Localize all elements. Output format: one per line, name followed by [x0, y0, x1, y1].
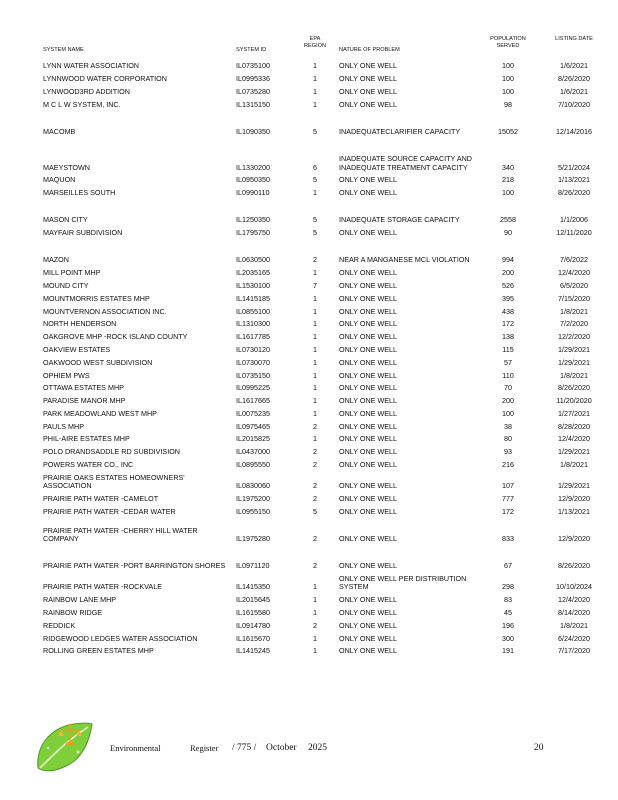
table-row: [0, 185, 618, 198]
population-served-cell: 298: [502, 582, 514, 592]
nature-of-problem-cell: ONLY ONE WELL: [339, 408, 398, 418]
nature-of-problem-cell: ONLY ONE WELL: [339, 228, 398, 238]
nature-of-problem-cell: ONLY ONE WELL: [339, 61, 398, 71]
epa-region-cell: 1: [313, 268, 317, 278]
nature-of-problem-cell: ONLY ONE WELL: [339, 383, 398, 393]
epa-region-cell: 1: [313, 293, 317, 303]
epa-region-cell: 2: [313, 534, 317, 544]
listing-date-cell: 12/11/2020: [556, 228, 592, 238]
table-row: [0, 278, 618, 291]
nature-of-problem-cell: ONLY ONE WELL: [339, 319, 398, 329]
nature-of-problem-cell: ONLY ONE WELL: [339, 280, 398, 290]
population-served-cell: 138: [502, 332, 514, 342]
system-name-cell: PARK MEADOWLAND WEST MHP: [43, 408, 157, 418]
listing-date-cell: 8/14/2020: [558, 608, 590, 618]
system-id-cell: IL1615670: [236, 633, 270, 643]
population-served-cell: 100: [502, 61, 514, 71]
table-row: [0, 503, 618, 516]
nature-of-problem-cell: ONLY ONE WELL: [339, 447, 398, 457]
population-served-cell: 395: [502, 293, 514, 303]
system-name-cell: RAINBOW LANE MHP: [43, 595, 117, 605]
listing-date-cell: 8/28/2020: [558, 421, 590, 431]
header-system-id: SYSTEM ID: [236, 47, 267, 53]
system-name-cell: RAINBOW RIDGE: [43, 608, 103, 618]
table-row: [0, 115, 618, 136]
population-served-cell: 93: [504, 447, 512, 457]
system-name-cell: MILL POINT MHP: [43, 268, 101, 278]
system-name-cell: MACOMB: [43, 126, 76, 136]
nature-of-problem-cell: ONLY ONE WELL: [339, 268, 398, 278]
epa-region-cell: 1: [313, 99, 317, 109]
population-served-cell: 110: [502, 370, 514, 380]
listing-date-cell: 1/8/2021: [560, 306, 588, 316]
listing-date-cell: 12/9/2020: [558, 494, 590, 504]
table-row: [0, 265, 618, 278]
system-id-cell: IL0914780: [236, 620, 270, 630]
system-id-cell: IL0855100: [236, 306, 270, 316]
population-served-cell: 100: [502, 188, 514, 198]
header-listing-date: LISTING DATE: [555, 36, 593, 42]
population-served-cell: 67: [504, 561, 512, 571]
epa-region-cell: 5: [313, 175, 317, 185]
nature-of-problem-cell: INADEQUATECLARIFIER CAPACITY: [339, 126, 461, 136]
table-row: [0, 84, 618, 97]
population-served-cell: 172: [502, 506, 514, 516]
epa-region-cell: 2: [313, 494, 317, 504]
system-id-cell: IL1617785: [236, 332, 270, 342]
listing-date-cell: 7/15/2020: [558, 293, 590, 303]
system-name-cell: M C L W SYSTEM, INC.: [43, 99, 121, 109]
listing-date-cell: 11/20/2020: [556, 396, 592, 406]
epa-region-cell: 2: [313, 255, 317, 265]
listing-date-cell: 12/9/2020: [558, 534, 590, 544]
epa-region-cell: 1: [313, 370, 317, 380]
listing-date-cell: 12/4/2020: [558, 268, 590, 278]
table-row: [0, 290, 618, 303]
population-served-cell: 200: [502, 268, 514, 278]
nature-of-problem-cell: ONLY ONE WELL: [339, 396, 398, 406]
nature-of-problem-cell: ONLY ONE WELL: [339, 633, 398, 643]
system-name-cell: MASON CITY: [43, 215, 88, 225]
system-id-cell: IL1617665: [236, 396, 270, 406]
table-row: [0, 96, 618, 109]
population-served-cell: 45: [504, 608, 512, 618]
system-id-cell: IL1330200: [236, 162, 270, 172]
nature-of-problem-cell: ONLY ONE WELL: [339, 646, 398, 656]
listing-date-cell: 7/17/2020: [558, 646, 590, 656]
listing-date-cell: 12/2/2020: [558, 332, 590, 342]
population-served-cell: 340: [502, 162, 514, 172]
table-row: [0, 418, 618, 431]
system-name-cell: MOUND CITY: [43, 280, 89, 290]
footer-publication: Environmental: [110, 743, 161, 753]
population-served-cell: 994: [502, 255, 514, 265]
system-name-cell: MAQUON: [43, 175, 76, 185]
epa-region-cell: 1: [313, 608, 317, 618]
water-system-table: [0, 58, 618, 656]
system-id-cell: IL0950350: [236, 175, 270, 185]
nature-of-problem-cell: INADEQUATE STORAGE CAPACITY: [339, 215, 460, 225]
nature-of-problem-cell: ONLY ONE WELL: [339, 99, 398, 109]
system-id-cell: IL0995336: [236, 74, 270, 84]
table-row: [0, 571, 618, 592]
system-id-cell: IL1975280: [236, 534, 270, 544]
population-served-cell: 172: [502, 319, 514, 329]
table-header: [0, 36, 618, 58]
system-name-cell: MAZON: [43, 255, 69, 265]
table-row: [0, 393, 618, 406]
system-id-cell: IL1310300: [236, 319, 270, 329]
system-id-cell: IL1615580: [236, 608, 270, 618]
population-served-cell: 526: [502, 280, 514, 290]
system-name-cell: LYNNWOOD WATER CORPORATION: [43, 74, 167, 84]
epa-region-cell: 1: [313, 396, 317, 406]
nature-of-problem-cell: ONLY ONE WELL PER DISTRIBUTION SYSTEM: [339, 574, 467, 592]
epa-region-cell: 5: [313, 228, 317, 238]
system-name-cell: OPHIEM PWS: [43, 370, 90, 380]
listing-date-cell: 1/8/2021: [560, 620, 588, 630]
system-name-cell: PARADISE MANOR MHP: [43, 396, 126, 406]
nature-of-problem-cell: ONLY ONE WELL: [339, 506, 398, 516]
system-name-cell: POLO DRANDSADDLE RD SUBDIVISION: [43, 447, 180, 457]
system-id-cell: IL1795750: [236, 228, 270, 238]
epa-region-cell: 7: [313, 280, 317, 290]
population-served-cell: 100: [502, 408, 514, 418]
table-row: [0, 522, 618, 543]
nature-of-problem-cell: ONLY ONE WELL: [339, 188, 398, 198]
epa-region-cell: 1: [313, 332, 317, 342]
system-id-cell: IL0995225: [236, 383, 270, 393]
nature-of-problem-cell: ONLY ONE WELL: [339, 74, 398, 84]
system-name-cell: OAKGROVE MHP -ROCK ISLAND COUNTY: [43, 332, 188, 342]
nature-of-problem-cell: ONLY ONE WELL: [339, 370, 398, 380]
table-row: [0, 380, 618, 393]
epa-region-cell: 1: [313, 306, 317, 316]
nature-of-problem-cell: ONLY ONE WELL: [339, 460, 398, 470]
population-served-cell: 833: [502, 534, 514, 544]
nature-of-problem-cell: ONLY ONE WELL: [339, 494, 398, 504]
system-name-cell: MOUNTMORRIS ESTATES MHP: [43, 293, 150, 303]
listing-date-cell: 1/29/2021: [558, 447, 590, 457]
listing-date-cell: 1/29/2021: [558, 357, 590, 367]
table-row: [0, 431, 618, 444]
nature-of-problem-cell: NEAR A MANGANESE MCL VIOLATION: [339, 255, 470, 265]
leaf-scales-logo-icon: [34, 718, 96, 774]
table-row: [0, 549, 618, 570]
listing-date-cell: 12/4/2020: [558, 434, 590, 444]
nature-of-problem-cell: ONLY ONE WELL: [339, 293, 398, 303]
table-row: [0, 329, 618, 342]
nature-of-problem-cell: ONLY ONE WELL: [339, 434, 398, 444]
system-name-cell: LYNN WATER ASSOCIATION: [43, 61, 139, 71]
header-system-name: SYSTEM NAME: [43, 47, 84, 53]
header-population-served: POPULATION SERVED: [490, 36, 526, 49]
system-id-cell: IL1415350: [236, 582, 270, 592]
system-id-cell: IL1315150: [236, 99, 270, 109]
nature-of-problem-cell: ONLY ONE WELL: [339, 357, 398, 367]
nature-of-problem-cell: ONLY ONE WELL: [339, 332, 398, 342]
listing-date-cell: 6/5/2020: [560, 280, 588, 290]
epa-region-cell: 1: [313, 357, 317, 367]
epa-region-cell: 1: [313, 408, 317, 418]
footer-month: October: [266, 743, 297, 753]
listing-date-cell: 6/24/2020: [558, 633, 590, 643]
epa-region-cell: 2: [313, 447, 317, 457]
system-id-cell: IL1530100: [236, 280, 270, 290]
epa-region-cell: 1: [313, 61, 317, 71]
system-id-cell: IL2035165: [236, 268, 270, 278]
system-name-cell: OAKWOOD WEST SUBDIVISION: [43, 357, 153, 367]
listing-date-cell: 1/13/2021: [558, 175, 590, 185]
population-served-cell: 38: [504, 421, 512, 431]
nature-of-problem-cell: ONLY ONE WELL: [339, 421, 398, 431]
population-served-cell: 438: [502, 306, 514, 316]
table-row: [0, 630, 618, 643]
system-id-cell: IL1090350: [236, 126, 270, 136]
system-id-cell: IL0830060: [236, 481, 270, 491]
nature-of-problem-cell: ONLY ONE WELL: [339, 306, 398, 316]
table-row: [0, 406, 618, 419]
epa-region-cell: 1: [313, 646, 317, 656]
epa-region-cell: 1: [313, 344, 317, 354]
listing-date-cell: 1/6/2021: [560, 61, 588, 71]
listing-date-cell: 8/26/2020: [558, 188, 590, 198]
nature-of-problem-cell: ONLY ONE WELL: [339, 481, 398, 491]
nature-of-problem-cell: ONLY ONE WELL: [339, 344, 398, 354]
listing-date-cell: 7/10/2020: [558, 99, 590, 109]
system-id-cell: IL0735100: [236, 61, 270, 71]
population-served-cell: 300: [502, 633, 514, 643]
system-id-cell: IL1415245: [236, 646, 270, 656]
epa-region-cell: 1: [313, 595, 317, 605]
table-row: [0, 225, 618, 238]
population-served-cell: 218: [502, 175, 514, 185]
epa-region-cell: 2: [313, 421, 317, 431]
listing-date-cell: 1/8/2021: [560, 460, 588, 470]
header-epa-region: EPA REGION: [303, 36, 327, 49]
system-id-cell: IL0075235: [236, 408, 270, 418]
population-served-cell: 2558: [500, 215, 516, 225]
population-served-cell: 100: [502, 86, 514, 96]
population-served-cell: 107: [502, 481, 514, 491]
nature-of-problem-cell: ONLY ONE WELL: [339, 608, 398, 618]
system-id-cell: IL0975465: [236, 421, 270, 431]
system-name-cell: PRAIRIE PATH WATER -PORT BARRINGTON SHORES: [43, 561, 226, 571]
population-served-cell: 98: [504, 99, 512, 109]
population-served-cell: 83: [504, 595, 512, 605]
epa-region-cell: 1: [313, 633, 317, 643]
listing-date-cell: 1/27/2021: [558, 408, 590, 418]
table-row: [0, 617, 618, 630]
system-name-cell: PRAIRIE PATH WATER -CAMELOT: [43, 494, 159, 504]
population-served-cell: 70: [504, 383, 512, 393]
table-row: [0, 367, 618, 380]
system-name-cell: PRAIRIE PATH WATER -CEDAR WATER: [43, 506, 176, 516]
system-name-cell: PRAIRIE PATH WATER -ROCKVALE: [43, 582, 163, 592]
system-name-cell: REDDICK: [43, 620, 76, 630]
nature-of-problem-cell: ONLY ONE WELL: [339, 620, 398, 630]
system-id-cell: IL0971120: [236, 561, 270, 571]
listing-date-cell: 1/6/2021: [560, 86, 588, 96]
table-row: [0, 643, 618, 656]
epa-region-cell: 5: [313, 506, 317, 516]
system-id-cell: IL0735150: [236, 370, 270, 380]
table-row: [0, 592, 618, 605]
epa-region-cell: 2: [313, 620, 317, 630]
system-name-cell: ROLLING GREEN ESTATES MHP: [43, 646, 154, 656]
listing-date-cell: 12/4/2020: [558, 595, 590, 605]
system-name-cell: POWERS WATER CO., INC: [43, 460, 134, 470]
table-row: [0, 491, 618, 504]
system-id-cell: IL0437000: [236, 447, 270, 457]
listing-date-cell: 8/26/2020: [558, 561, 590, 571]
table-row: [0, 142, 618, 172]
page-number: 20: [534, 743, 544, 753]
system-id-cell: IL0730120: [236, 344, 270, 354]
system-name-cell: MAYFAIR SUBDIVISION: [43, 228, 123, 238]
table-row: [0, 172, 618, 185]
nature-of-problem-cell: ONLY ONE WELL: [339, 86, 398, 96]
nature-of-problem-cell: ONLY ONE WELL: [339, 175, 398, 185]
table-row: [0, 354, 618, 367]
table-row: [0, 71, 618, 84]
system-name-cell: PRAIRIE PATH WATER -CHERRY HILL WATER COMPANY: [43, 525, 198, 544]
listing-date-cell: 5/21/2024: [558, 162, 590, 172]
system-name-cell: MAEYSTOWN: [43, 162, 90, 172]
nature-of-problem-cell: INADEQUATE SOURCE CAPACITY AND INADEQUATE TREATMENT CAPACITY: [339, 154, 472, 172]
system-name-cell: OAKVIEW ESTATES: [43, 344, 111, 354]
system-id-cell: IL1415185: [236, 293, 270, 303]
table-row: [0, 469, 618, 490]
system-name-cell: PAULS MHP: [43, 421, 85, 431]
system-id-cell: IL2015825: [236, 434, 270, 444]
epa-region-cell: 1: [313, 383, 317, 393]
population-served-cell: 57: [504, 357, 512, 367]
nature-of-problem-cell: ONLY ONE WELL: [339, 561, 398, 571]
epa-region-cell: 1: [313, 74, 317, 84]
table-row: [0, 303, 618, 316]
epa-region-cell: 1: [313, 319, 317, 329]
table-row: [0, 342, 618, 355]
epa-region-cell: 1: [313, 434, 317, 444]
population-served-cell: 200: [502, 396, 514, 406]
epa-region-cell: 2: [313, 460, 317, 470]
system-id-cell: IL0955150: [236, 506, 270, 516]
listing-date-cell: 1/29/2021: [558, 344, 590, 354]
epa-region-cell: 5: [313, 126, 317, 136]
epa-region-cell: 1: [313, 582, 317, 592]
table-row: [0, 58, 618, 71]
table-row: [0, 204, 618, 225]
population-served-cell: 115: [502, 344, 514, 354]
listing-date-cell: 10/10/2024: [556, 582, 592, 592]
epa-region-cell: 1: [313, 188, 317, 198]
footer-year: 2025: [308, 743, 327, 753]
epa-region-cell: 1: [313, 86, 317, 96]
population-served-cell: 191: [502, 646, 514, 656]
system-name-cell: PRAIRIE OAKS ESTATES HOMEOWNERS' ASSOCIATION: [43, 472, 185, 491]
population-served-cell: 80: [504, 434, 512, 444]
listing-date-cell: 12/14/2016: [556, 126, 592, 136]
listing-date-cell: 8/26/2020: [558, 74, 590, 84]
footer-issue: / 775 /: [232, 743, 257, 753]
table-row: [0, 457, 618, 470]
system-name-cell: RIDGEWOOD LEDGES WATER ASSOCIATION: [43, 633, 198, 643]
system-id-cell: IL1975200: [236, 494, 270, 504]
system-id-cell: IL0630500: [236, 255, 270, 265]
population-served-cell: 777: [502, 494, 514, 504]
epa-region-cell: 6: [313, 162, 317, 172]
epa-region-cell: 5: [313, 215, 317, 225]
system-name-cell: MOUNTVERNON ASSOCIATION INC.: [43, 306, 167, 316]
system-id-cell: IL0730070: [236, 357, 270, 367]
population-served-cell: 15052: [498, 126, 518, 136]
population-served-cell: 100: [502, 74, 514, 84]
system-name-cell: OTTAWA ESTATES MHP: [43, 383, 124, 393]
listing-date-cell: 1/13/2021: [558, 506, 590, 516]
nature-of-problem-cell: ONLY ONE WELL: [339, 595, 398, 605]
population-served-cell: 196: [502, 620, 514, 630]
listing-date-cell: 1/1/2006: [560, 215, 588, 225]
footer-register: Register: [190, 743, 219, 753]
system-id-cell: IL1250350: [236, 215, 270, 225]
listing-date-cell: 7/2/2020: [560, 319, 588, 329]
table-row: [0, 316, 618, 329]
table-row: [0, 605, 618, 618]
table-row: [0, 444, 618, 457]
system-id-cell: IL0990110: [236, 188, 270, 198]
population-served-cell: 216: [502, 460, 514, 470]
listing-date-cell: 1/8/2021: [560, 370, 588, 380]
system-id-cell: IL0735280: [236, 86, 270, 96]
system-name-cell: PHIL-AIRE ESTATES MHP: [43, 434, 130, 444]
system-name-cell: LYNWOOD3RD ADDITION: [43, 86, 130, 96]
page-footer: [0, 716, 618, 776]
system-name-cell: MARSEILLES SOUTH: [43, 188, 116, 198]
listing-date-cell: 8/26/2020: [558, 383, 590, 393]
table-row: [0, 244, 618, 265]
header-nature-of-problem: NATURE OF PROBLEM: [339, 47, 400, 53]
listing-date-cell: 1/29/2021: [558, 481, 590, 491]
epa-region-cell: 2: [313, 561, 317, 571]
listing-date-cell: 7/6/2022: [560, 255, 588, 265]
nature-of-problem-cell: ONLY ONE WELL: [339, 534, 398, 544]
system-id-cell: IL0895550: [236, 460, 270, 470]
system-id-cell: IL2015645: [236, 595, 270, 605]
population-served-cell: 90: [504, 228, 512, 238]
epa-region-cell: 2: [313, 481, 317, 491]
system-name-cell: NORTH HENDERSON: [43, 319, 117, 329]
